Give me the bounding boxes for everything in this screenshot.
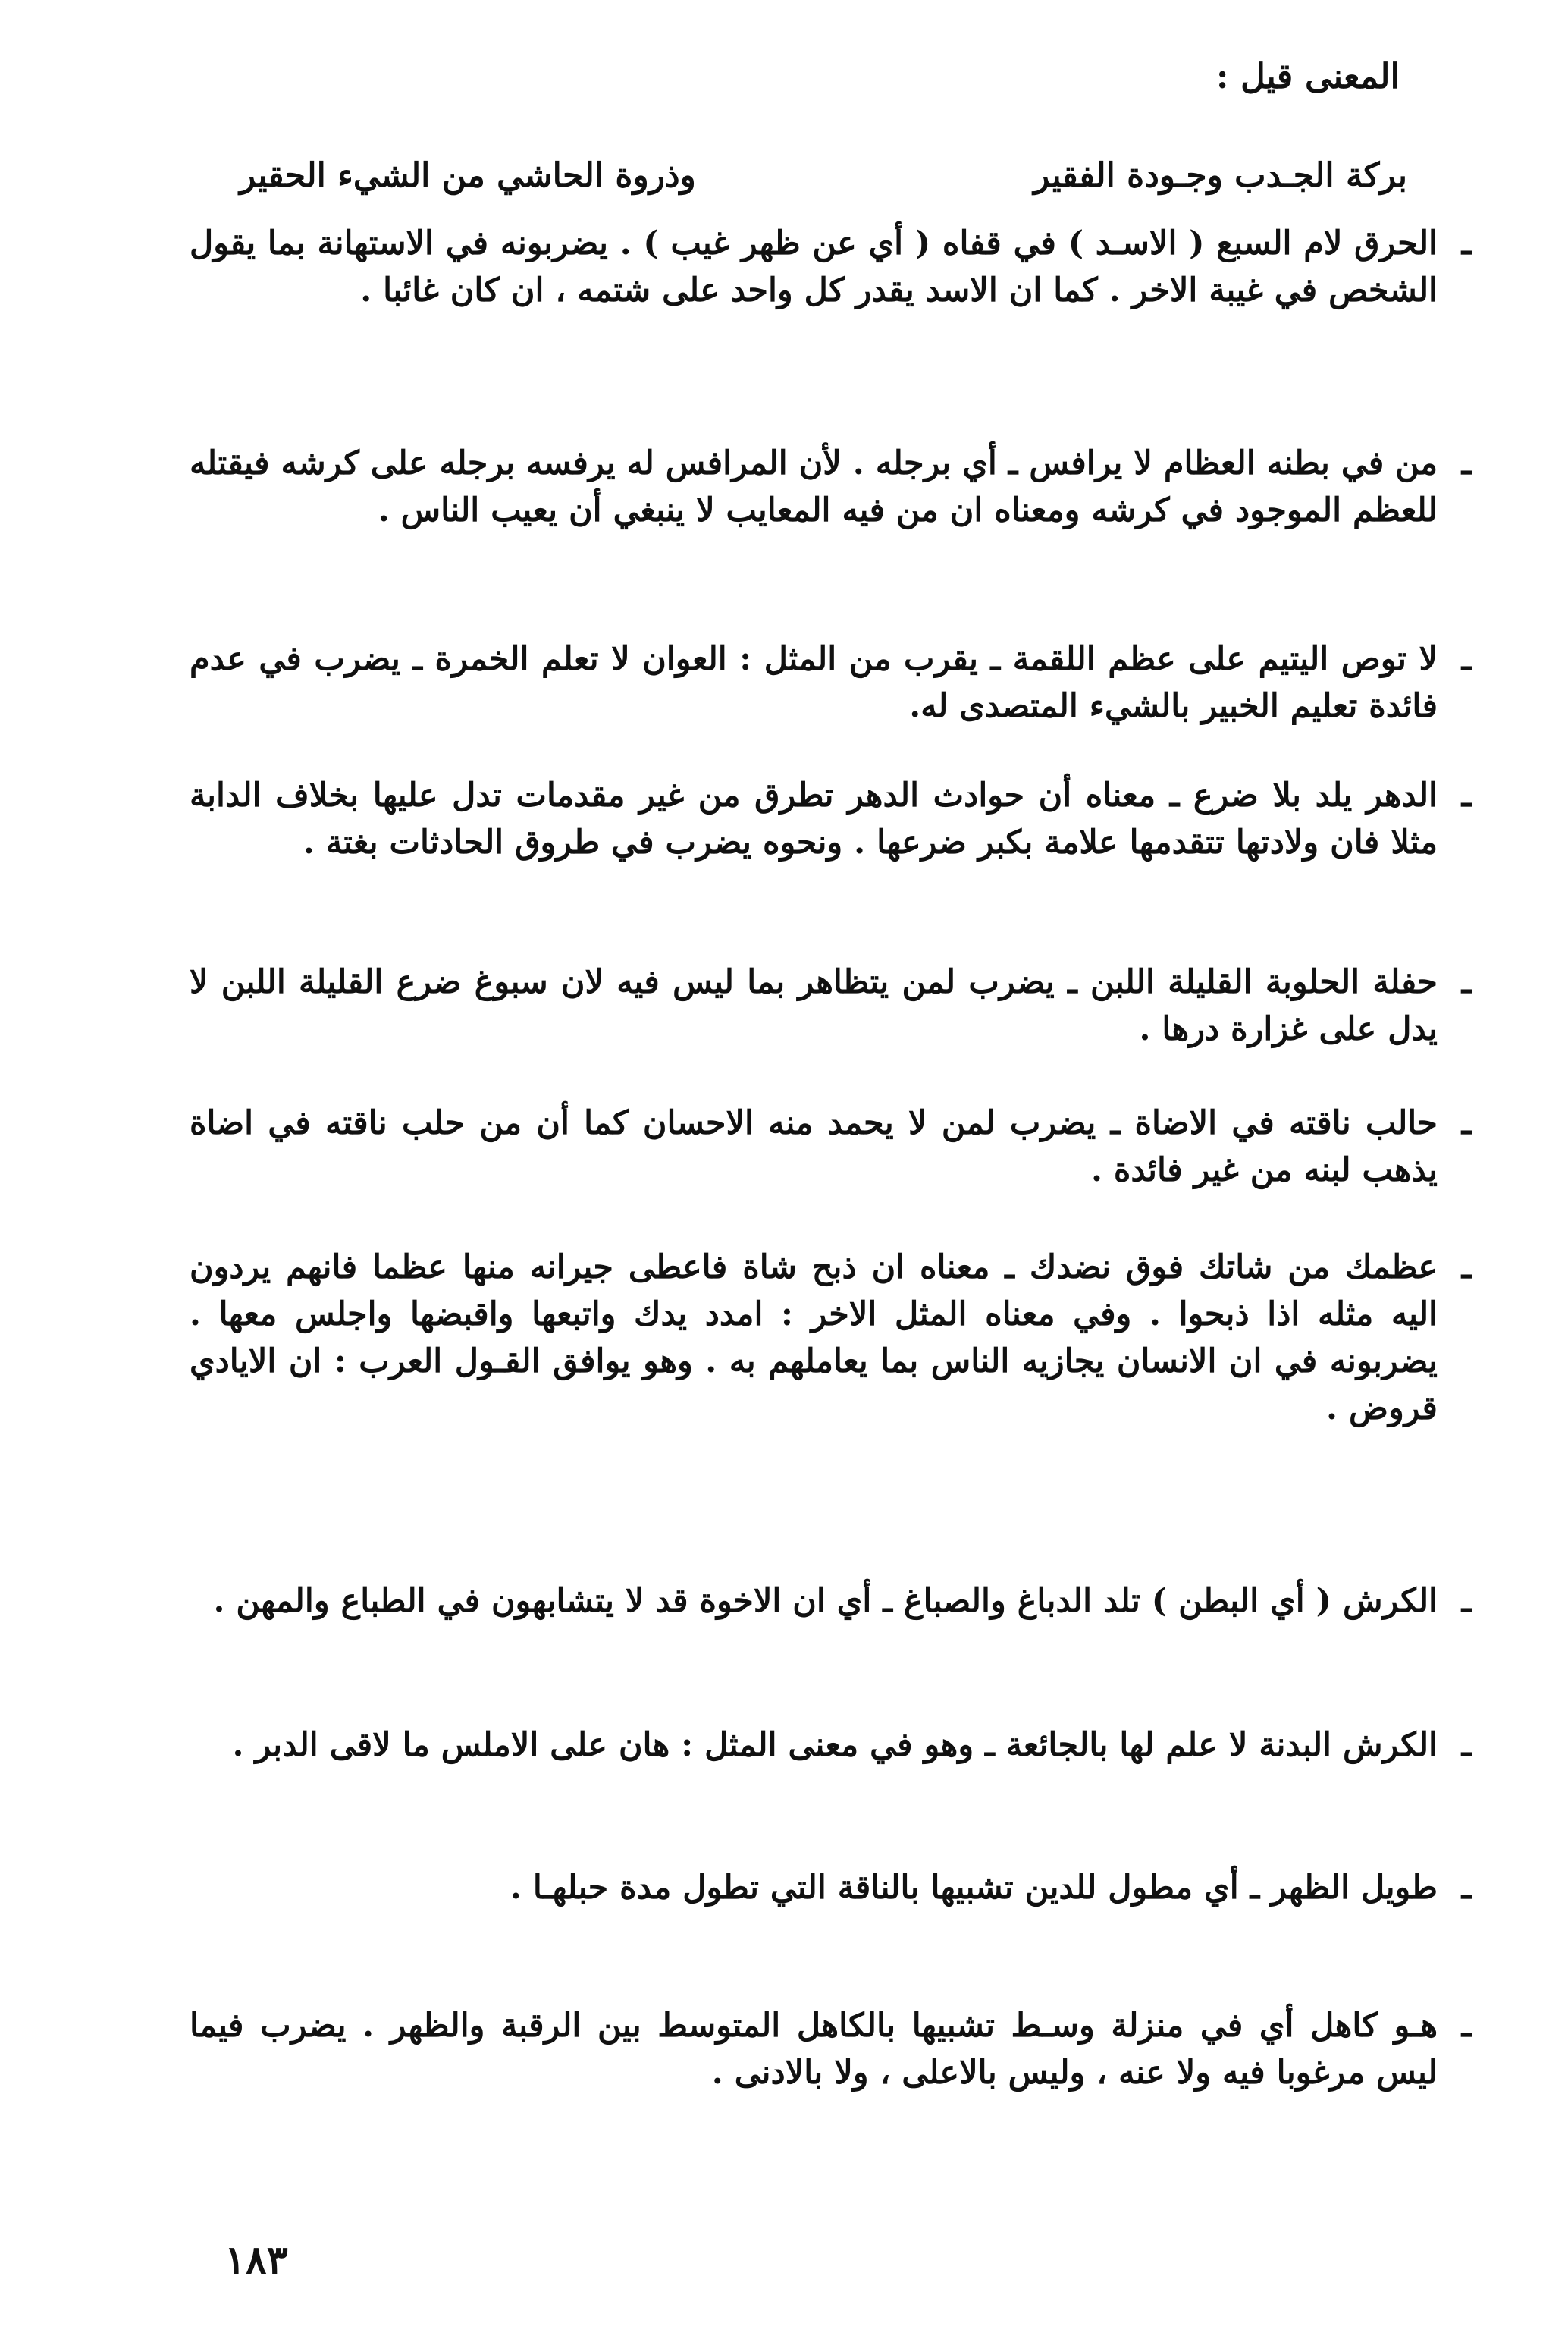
proverb-entry <box>190 1864 1472 1911</box>
entry-dash: ـ <box>1461 1248 1472 1286</box>
proverb-entry <box>190 2002 1472 2096</box>
entry-dash: ـ <box>1461 777 1472 815</box>
entry-text: لا توص اليتيم على عظم اللقمة ـ يقرب من المثل : العوان لا تعلم الخمرة ـ يضرب في عدم فائدة تعليم الخبير بالشيء المتصدى له. <box>190 640 1438 725</box>
entry-dash: ـ <box>1461 1869 1472 1907</box>
entry-dash: ـ <box>1461 2007 1472 2045</box>
entry-text: الحرق لام السبع ( الاسـد ) في قفاه ( أي عن ظهر غيب ) . يضربونه في الاستهانة بما يقول الشخص في غيبة الاخر . كما ان الاسد يقدر كل واحد على شتمه ، ان كان غائبا . <box>190 224 1438 309</box>
verse-first-hemistich: بركة الجـدب وجـودة الفقير <box>1033 156 1407 195</box>
entry-dash: ـ <box>1461 444 1472 482</box>
proverb-entry <box>190 440 1472 534</box>
intro-line: المعنى قيل : <box>1215 56 1400 96</box>
entry-text: عظمك من شاتك فوق نضدك ـ معناه ان ذبح شاة فاعطى جيرانه منها عظما فانهم يردون اليه مثله اذا ذبحوا . وفي معناه المثل الاخر : امدد يدك واتبعها واقبضها واجلس معها . يضربونه في ان الانسان يجازيه الناس بما يعاملهم به . وهو يوافق القـول العرب : ان الايادي قروض . <box>190 1248 1438 1427</box>
entry-dash: ـ <box>1461 1726 1472 1764</box>
proverb-entry <box>190 1577 1472 1625</box>
entry-text: الكرش البدنة لا علم لها بالجائعة ـ وهو في معنى المثل : هان على الاملس ما لاقى الدبر . <box>232 1726 1438 1764</box>
entry-dash: ـ <box>1461 1582 1472 1620</box>
proverb-entry <box>190 772 1472 866</box>
proverb-entry <box>190 1722 1472 1769</box>
poem-verse <box>240 149 1407 203</box>
entry-text: هـو كاهل أي في منزلة وسـط تشبيها بالكاهل المتوسط بين الرقبة والظهر . يضرب فيما ليس مرغوبا فيه ولا عنه ، وليس بالاعلى ، ولا بالادنى . <box>190 2007 1438 2092</box>
entry-dash: ـ <box>1461 640 1472 678</box>
entry-text: الكرش ( أي البطن ) تلد الدباغ والصباغ ـ أي ان الاخوة قد لا يتشابهون في الطباع والمهن . <box>213 1582 1438 1620</box>
entry-text: الدهر يلد بلا ضرع ـ معناه أن حوادث الدهر تطرق من غير مقدمات تدل عليها بخلاف الدابة مثلا فان ولادتها تتقدمها علامة بكبر ضرعها . ونحوه يضرب في طروق الحادثات بغتة . <box>190 777 1438 862</box>
entry-dash: ـ <box>1461 963 1472 1001</box>
proverb-entry <box>190 1244 1472 1432</box>
page-number: ١٨٣ <box>224 2237 288 2284</box>
entry-dash: ـ <box>1461 224 1472 262</box>
entry-dash: ـ <box>1461 1104 1472 1142</box>
entry-text: من في بطنه العظام لا يرافس ـ أي برجله . لأن المرافس له يرفسه برجله على كرشه فيقتله للعظم الموجود في كرشه ومعناه ان من فيه المعايب لا ينبغي أن يعيب الناس . <box>190 444 1438 529</box>
entry-text: حفلة الحلوبة القليلة اللبن ـ يضرب لمن يتظاهر بما ليس فيه لان سبوغ ضرع القليلة اللبن لا يدل على غزارة درها . <box>190 963 1438 1048</box>
entry-text: طويل الظهر ـ أي مطول للدين تشبيها بالناقة التي تطول مدة حبلهـا . <box>510 1869 1438 1907</box>
proverb-entry <box>190 959 1472 1053</box>
verse-second-hemistich: وذروة الحاشي من الشيء الحقير <box>240 156 696 195</box>
proverb-entry <box>190 220 1472 314</box>
proverb-entry <box>190 636 1472 730</box>
proverb-entry <box>190 1100 1472 1194</box>
entry-text: حالب ناقته في الاضاة ـ يضرب لمن لا يحمد منه الاحسان كما أن من حلب ناقته في اضاة يذهب لبنه من غير فائدة . <box>190 1104 1438 1189</box>
